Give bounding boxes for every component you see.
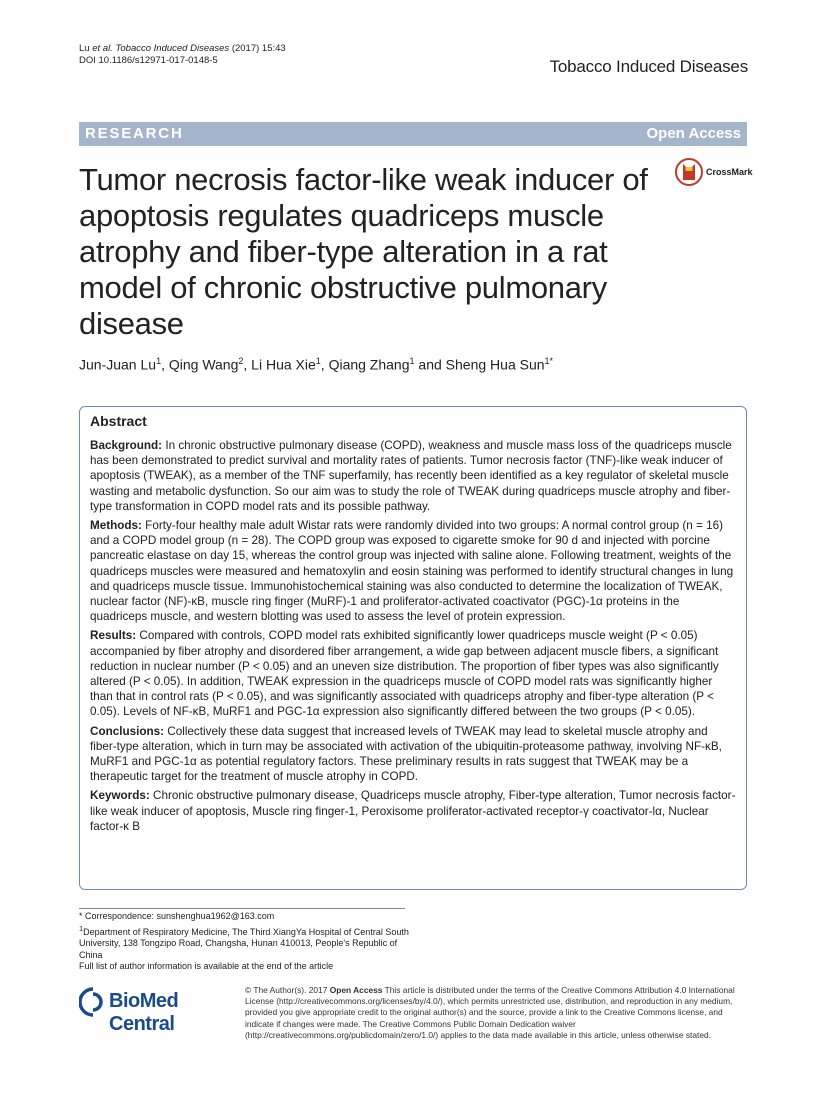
author-name: Sheng Hua Sun bbox=[445, 356, 545, 373]
conclusions-label: Conclusions: bbox=[90, 724, 165, 738]
author-list: Jun-Juan Lu$^1$, Qing Wang$^2$, Li Hua Xie$^1$, Qiang Zhang$^1$ and Sheng Hua Sun$^{1*}$ bbox=[79, 356, 554, 373]
methods-label: Methods: bbox=[90, 519, 142, 533]
footnote-divider bbox=[79, 908, 405, 909]
author-name: Li Hua Xie bbox=[251, 356, 316, 373]
citation-header bbox=[79, 43, 286, 67]
affiliation-text: Department of Respiratory Medicine, The Third XiangYa Hospital of Central South University, 138 Tongzipo Road, Changsha, Hunan 410013, People's Republic of China bbox=[79, 926, 409, 960]
abstract-background bbox=[90, 438, 736, 514]
citation-volume: (2017) 15:43 bbox=[229, 43, 286, 54]
journal-name: Tobacco Induced Diseases bbox=[549, 57, 748, 76]
license-open-access: Open Access bbox=[329, 985, 383, 995]
bmc-logo-text: BioMed Central bbox=[109, 990, 179, 1035]
abstract-methods bbox=[90, 518, 736, 624]
doi[interactable]: DOI 10.1186/s12971-017-0148-5 bbox=[79, 55, 218, 66]
biomed-central-logo bbox=[79, 985, 239, 1035]
citation-line bbox=[79, 43, 286, 55]
affiliation-sup: 1 bbox=[79, 923, 84, 933]
license-text bbox=[245, 985, 748, 1041]
crossmark-icon bbox=[675, 158, 703, 186]
results-label: Results: bbox=[90, 629, 137, 643]
citation-authors: Lu bbox=[79, 43, 90, 54]
abstract-heading: Abstract bbox=[90, 413, 147, 429]
crossmark-label: CrossMark bbox=[706, 167, 753, 177]
methods-text: Forty-four healthy male adult Wistar rats were randomly divided into two groups: A normal control group (n = 16) and a COPD model group (n = 28). The COPD group was exposed to cigarette smoke for 90 d and injected with porcine pancreatic elastase on day 15, whereas the control group was injected with saline alone. Following treatment, weights of the quadriceps muscles were measured and hematoxylin and eosin staining was performed to identify structural changes in lung and quadriceps muscle tissue. Immunohistochemical staining was also conducted to determine the localization of TWEAK, nuclear factor (NF)-κB, muscle ring finger (MuRF)-1 and proliferator-activated coactivator (PGC)-1α proteins in the quadriceps muscle, and western blotting was used to assess the level of protein expression. bbox=[90, 519, 734, 624]
footnote bbox=[79, 911, 409, 973]
keywords-label: Keywords: bbox=[90, 789, 150, 803]
author-affiliation-sup: 1 bbox=[156, 356, 162, 366]
article-type-label: RESEARCH bbox=[85, 125, 184, 142]
article-title: Tumor necrosis factor-like weak inducer of apoptosis regulates quadriceps muscle atrophy and fiber-type alteration in a rat model of chronic obstructive pulmonary disease bbox=[79, 162, 648, 341]
affiliation bbox=[79, 923, 409, 962]
background-label: Background: bbox=[90, 439, 163, 452]
results-text: Compared with controls, COPD model rats exhibited significantly lower quadriceps muscle weight (P < 0.05) accompanied by fiber atrophy and disordered fiber arrangement, a wide gap between adjacent muscle fibers, a significant reduction in nuclear number (P < 0.05) and an uneven size distribution. The proportion of fiber types was also significantly altered (P < 0.05). In addition, TWEAK expression in the quadriceps muscle of COPD model rats was significantly higher than that in control rats (P < 0.05), and was significantly associated with quadriceps atrophy and fiber-type alteration (P < 0.05). Levels of NF-κB, MuRF1 and PGC-1α expression also significantly differed between the two groups (P < 0.05). bbox=[90, 629, 719, 719]
author-affiliation-sup: 1 bbox=[409, 356, 415, 366]
license-body: This article is distributed under the terms of the Creative Commons Attribution 4.0 International License (http://creativecommons.org/licenses/by/4.0/), which permits unrestricted use, distribution, and reproduction in any medium, provided you give appropriate credit to the original author(s) and the source, provide a link to the Creative Commons license, and indicate if changes were made. The Creative Commons Public Domain Dedication waiver (http://creativecommons.org/publicdomain/zero/1.0/) applies to the data made available in this article, unless otherwise stated. bbox=[245, 985, 735, 1040]
author-affiliation-sup: 1 bbox=[315, 356, 321, 366]
bmc-logo-icon bbox=[79, 987, 107, 1017]
open-access-label: Open Access bbox=[646, 125, 741, 142]
author-affiliation-sup: 2 bbox=[238, 356, 244, 366]
author-info-note: Full list of author information is available at the end of the article bbox=[79, 961, 334, 971]
conclusions-text: Collectively these data suggest that increased levels of TWEAK may lead to skeletal muscle atrophy and fiber-type alteration, which in turn may be associated with activation of the ubiquitin-proteasome pathway, involving NF-κB, MuRF1 and PGC-1α as potential regulatory factors. These preliminary results in rats suggest that TWEAK may be a therapeutic target for the treatment of muscle atrophy in COPD. bbox=[90, 724, 722, 784]
citation-journal: et al. Tobacco Induced Diseases bbox=[92, 43, 230, 54]
background-text: In chronic obstructive pulmonary disease (COPD), weakness and muscle mass loss of the quadriceps muscle has been demonstrated to predict survival and mortality rates of patients. Tumor necrosis factor (TNF)-like weak inducer of apoptosis (TWEAK), as a member of the TNF superfamily, has recently been identified as a key regulator of skeletal muscle wasting and metabolic dysfunction. So our aim was to study the role of TWEAK during quadriceps muscle atrophy and fiber-type transformation in COPD model rats and its possible pathway. bbox=[90, 439, 732, 513]
abstract-box bbox=[79, 406, 747, 890]
keywords-text: Chronic obstructive pulmonary disease, Quadriceps muscle atrophy, Fiber-type alteration, Tumor necrosis factor-like weak inducer of apoptosis, Muscle ring finger-1, Peroxisome proliferator-activated receptor-γ coactivator-lα, Nuclear factor-κ B bbox=[90, 789, 736, 833]
author-name: Qiang Zhang bbox=[328, 356, 410, 373]
crossmark-badge[interactable] bbox=[675, 158, 753, 188]
author-name: Jun-Juan Lu bbox=[79, 356, 157, 373]
article-type-banner bbox=[79, 122, 747, 146]
copyright: © The Author(s). 2017 bbox=[245, 985, 330, 995]
abstract-results bbox=[90, 628, 736, 719]
abstract-keywords bbox=[90, 788, 736, 834]
abstract-conclusions bbox=[90, 724, 736, 785]
correspondence: * Correspondence: sunshenghua1962@163.com bbox=[79, 911, 275, 921]
author-name: Qing Wang bbox=[168, 356, 239, 373]
author-affiliation-sup: 1* bbox=[544, 356, 554, 366]
